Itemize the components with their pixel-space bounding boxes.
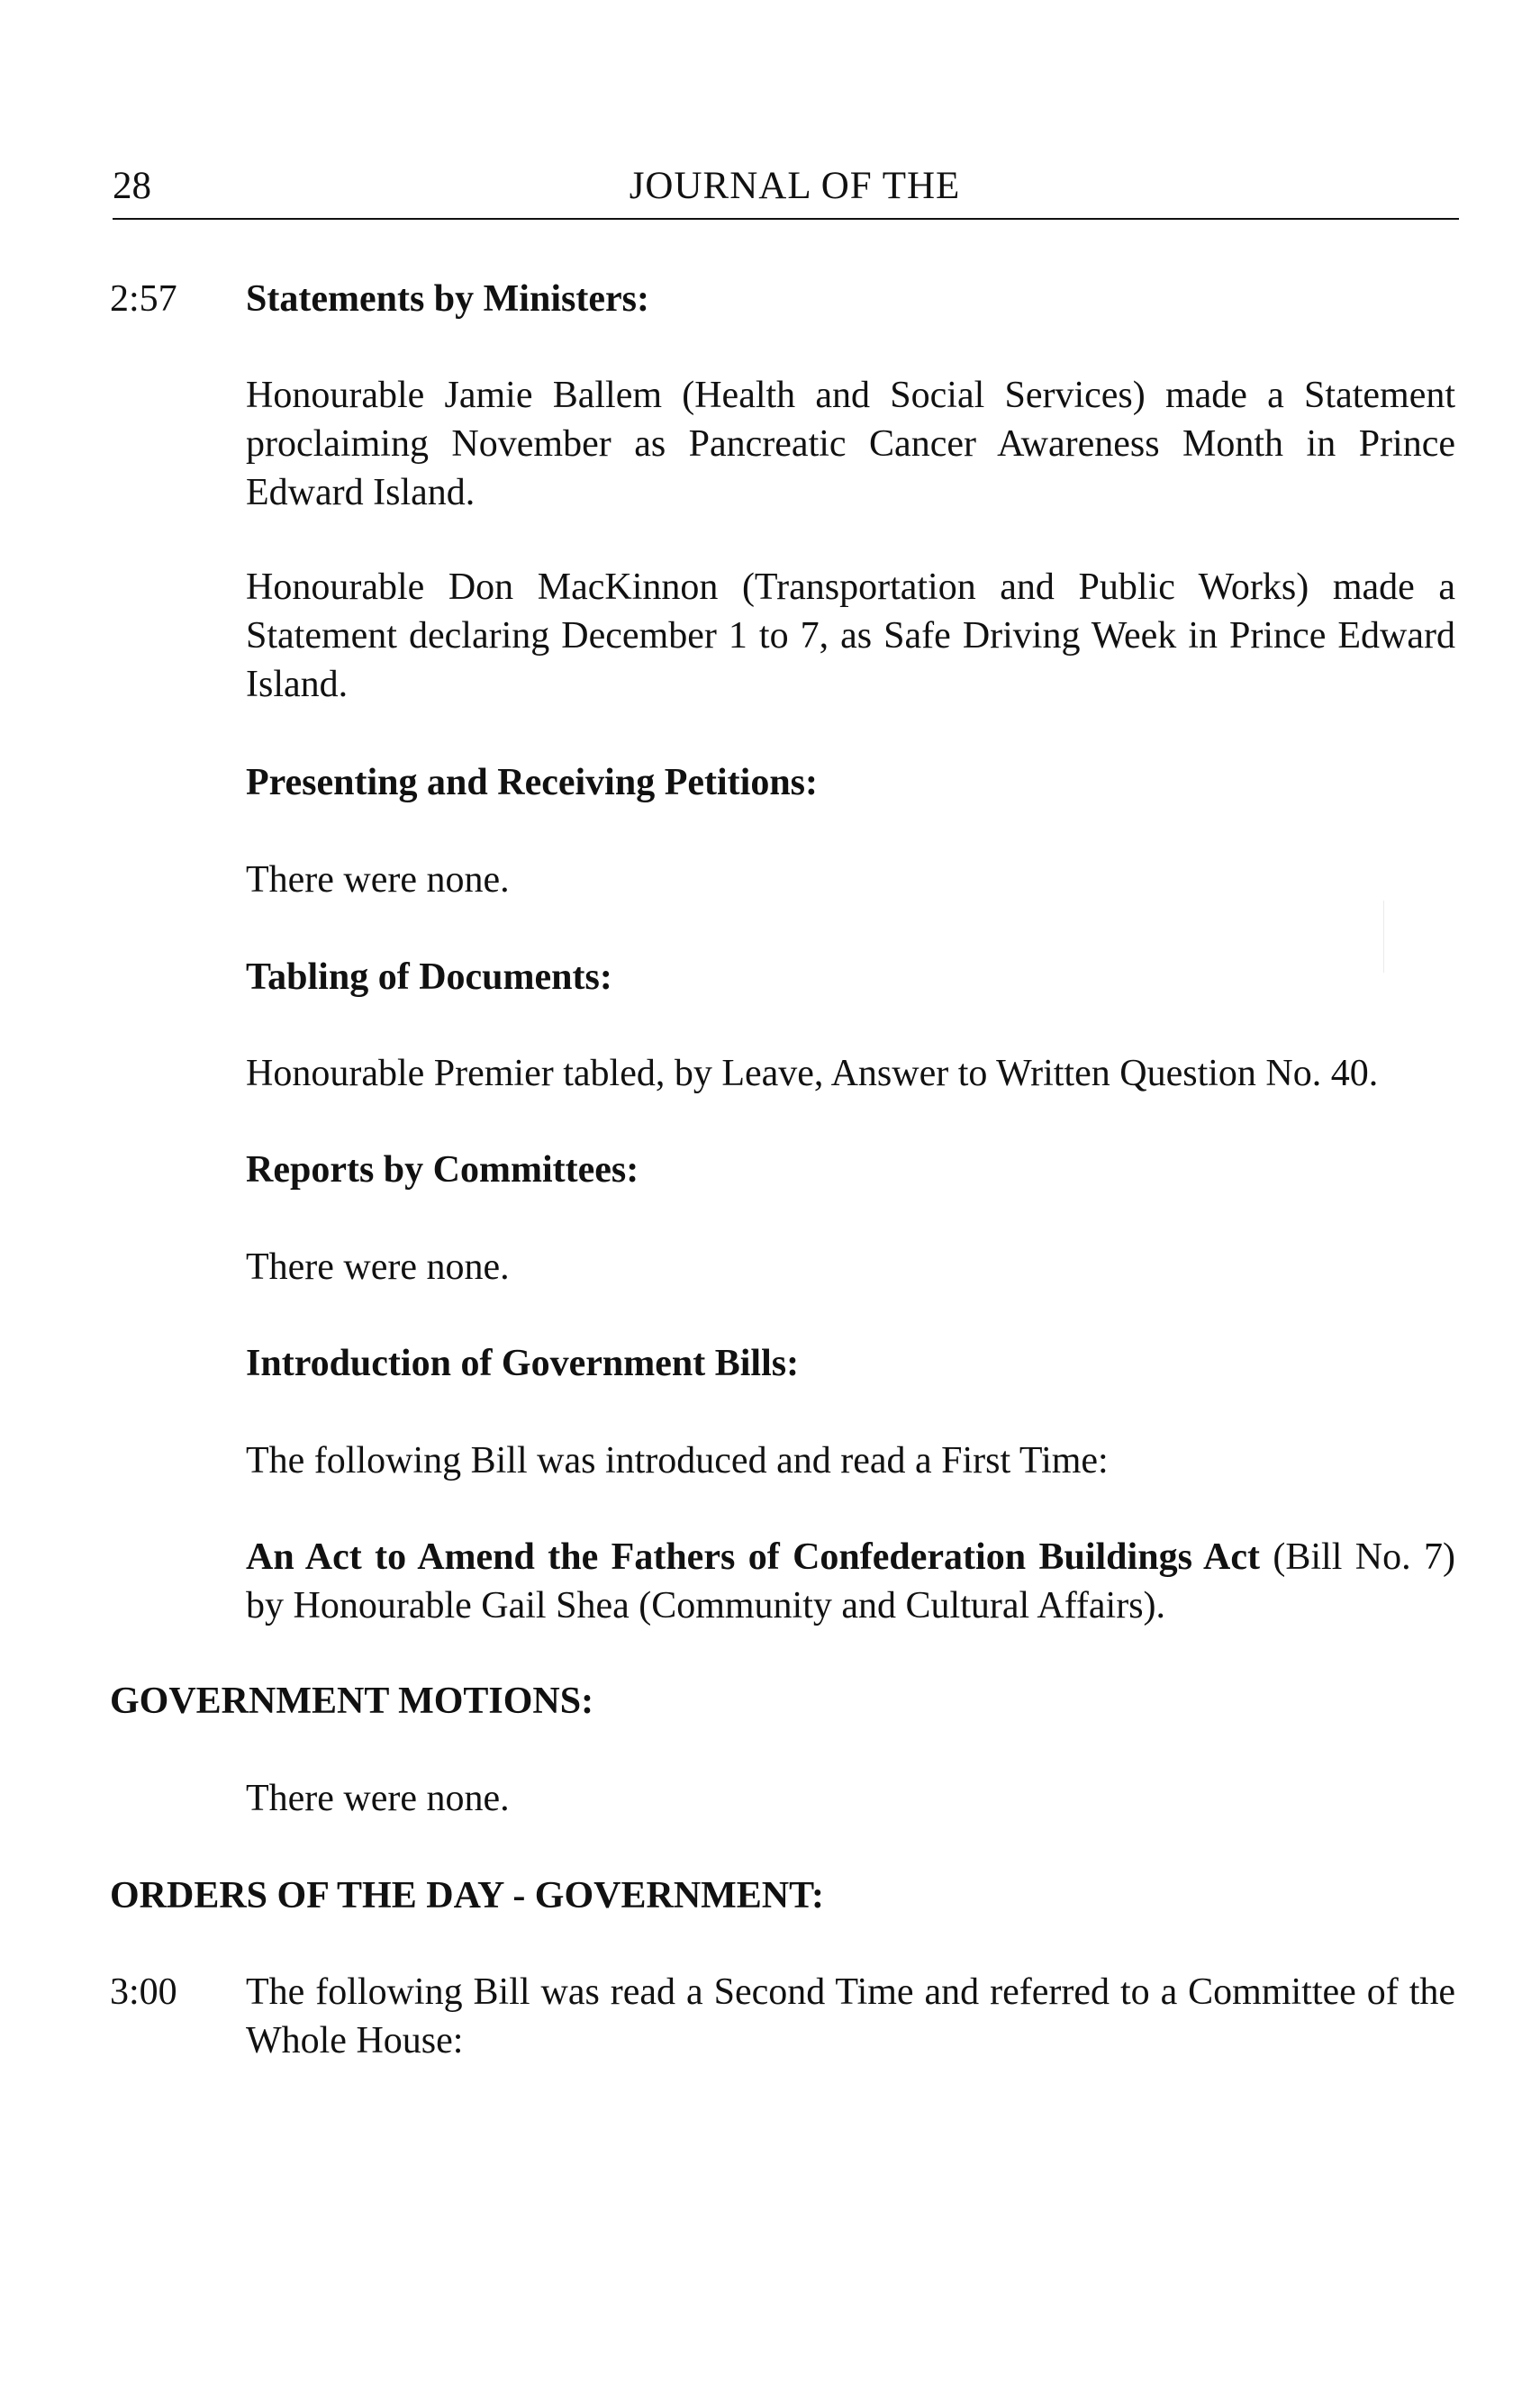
heading-introduction-of-bills: Introduction of Government Bills: (246, 1343, 800, 1384)
petitions-none-text: There were none. (246, 859, 510, 901)
heading-tabling-documents: Tabling of Documents: (246, 956, 612, 998)
heading-government-motions: GOVERNMENT MOTIONS: (110, 1681, 594, 1722)
heading-statements-by-ministers: Statements by Ministers: (246, 278, 649, 320)
time-orders: 3:00 (110, 1971, 177, 2013)
statement-paragraph-mackinnon: Honourable Don MacKinnon (Transportation and Public Works) made a Statement declaring December 1 to 7, as Safe Driving Week in Prince Edward Island. (246, 566, 1455, 705)
page-number: 28 (113, 165, 151, 207)
government-motions-none-text: There were none. (246, 1778, 510, 1819)
committees-none-text: There were none. (246, 1246, 510, 1288)
statement-paragraph-ballem: Honourable Jamie Ballem (Health and Social Services) made a Statement proclaiming November as Pancreatic Cancer Awareness Month in Prince Edward Island. (246, 375, 1455, 513)
bill-title: An Act to Amend the Fathers of Confederation Buildings Act (246, 1536, 1260, 1578)
bill-entry (246, 1533, 1455, 1630)
tabling-documents-text: Honourable Premier tabled, by Leave, Answer to Written Question No. 40. (246, 1053, 1379, 1094)
heading-orders-of-the-day: ORDERS OF THE DAY - GOVERNMENT: (110, 1875, 825, 1916)
running-head: JOURNAL OF THE (629, 165, 961, 207)
orders-second-reading-text: The following Bill was read a Second Time and referred to a Committee of the Whole House: (246, 1971, 1455, 2061)
heading-presenting-petitions: Presenting and Receiving Petitions: (246, 762, 819, 803)
bills-intro-text: The following Bill was introduced and read a First Time: (246, 1440, 1109, 1481)
bill-details: (Bill No. 7) by Honourable Gail Shea (Community and Cultural Affairs). (246, 1536, 1455, 1626)
page-header (113, 164, 1459, 220)
scan-mark (1383, 901, 1384, 973)
heading-reports-by-committees: Reports by Committees: (246, 1149, 639, 1191)
time-statements: 2:57 (110, 278, 177, 320)
